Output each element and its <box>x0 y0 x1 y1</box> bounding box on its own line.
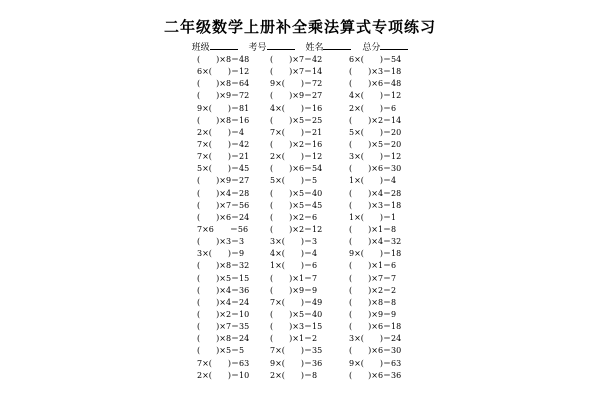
multiplication-problem[interactable]: ( )×3＝18 <box>349 200 402 210</box>
multiplication-problem[interactable]: ( )×7＝56 <box>197 200 250 210</box>
multiplication-problem[interactable]: 5×( )＝20 <box>349 127 402 137</box>
multiplication-problem[interactable]: ( )×1＝6 <box>349 261 397 271</box>
multiplication-problem[interactable]: ( )×8＝16 <box>197 115 250 125</box>
multiplication-problem[interactable]: 2×( )＝8 <box>270 370 318 380</box>
multiplication-problem[interactable]: ( )×6＝24 <box>197 212 250 222</box>
multiplication-problem[interactable]: 2×( )＝4 <box>197 127 245 137</box>
multiplication-problem[interactable]: 5×( )＝45 <box>197 164 250 174</box>
multiplication-problem[interactable]: 6×( )＝12 <box>197 67 250 77</box>
multiplication-problem[interactable]: 3×( )＝9 <box>197 249 245 259</box>
multiplication-problem[interactable]: ( )×1＝2 <box>270 334 318 344</box>
score-label: 总分 <box>362 43 381 53</box>
multiplication-problem[interactable]: 7×( )＝21 <box>197 152 250 162</box>
multiplication-problem[interactable]: 4×( )＝12 <box>349 91 402 101</box>
multiplication-problem[interactable]: ( )×8＝64 <box>197 79 250 89</box>
multiplication-problem[interactable]: 9×( )＝81 <box>197 103 250 113</box>
multiplication-problem[interactable]: ( )×8＝48 <box>197 55 250 64</box>
class-field <box>192 43 241 53</box>
multiplication-problem[interactable]: ( )×4＝28 <box>197 188 250 198</box>
student-info-line <box>0 40 600 53</box>
multiplication-problem[interactable]: ( )×9＝27 <box>270 91 323 101</box>
multiplication-problem[interactable]: ( )×9＝9 <box>270 285 318 295</box>
multiplication-problem[interactable]: 5×( )＝5 <box>270 176 318 186</box>
multiplication-problem[interactable]: ( )×2＝16 <box>270 139 323 149</box>
multiplication-problem[interactable]: 3×( )＝12 <box>349 152 402 162</box>
multiplication-problem[interactable]: ( )×4＝28 <box>349 188 402 198</box>
multiplication-problem[interactable]: 4×( )＝4 <box>270 249 318 259</box>
problem-column-3 <box>349 54 449 382</box>
multiplication-problem[interactable]: 9×( )＝72 <box>270 79 323 89</box>
multiplication-problem[interactable]: ( )×2＝6 <box>270 212 318 222</box>
multiplication-problem[interactable]: ( )×7＝7 <box>349 273 397 283</box>
multiplication-problem[interactable]: ( )×5＝20 <box>349 139 402 149</box>
multiplication-problem[interactable]: 7×( )＝21 <box>270 127 323 137</box>
multiplication-problem[interactable]: 7×( )＝49 <box>270 297 323 307</box>
multiplication-problem[interactable]: 3×( )＝24 <box>349 334 402 344</box>
multiplication-problem[interactable]: ( )×5＝5 <box>197 346 245 356</box>
multiplication-problem[interactable]: ( )×8＝24 <box>197 334 250 344</box>
exam-no-blank[interactable] <box>267 49 295 50</box>
multiplication-problem[interactable]: ( )×4＝24 <box>197 297 250 307</box>
multiplication-problem[interactable]: ( )×9＝72 <box>197 91 250 101</box>
multiplication-problem[interactable]: ( )×5＝45 <box>270 200 323 210</box>
page-title: 二年级数学上册补全乘法算式专项练习 <box>163 18 436 36</box>
multiplication-problem[interactable]: ( )×6＝30 <box>349 346 402 356</box>
multiplication-problem[interactable]: ( )×1＝8 <box>349 224 397 234</box>
exam-no-label: 考号 <box>248 43 267 53</box>
multiplication-problem[interactable]: ( )×6＝48 <box>349 79 402 89</box>
multiplication-problem[interactable]: 7×( )＝63 <box>197 358 250 368</box>
multiplication-problem[interactable]: ( )×7＝42 <box>270 55 323 64</box>
multiplication-problem[interactable]: ( )×4＝32 <box>349 237 402 247</box>
multiplication-problem[interactable]: 2×( )＝10 <box>197 370 250 380</box>
multiplication-problem[interactable]: ( )×3＝15 <box>270 322 323 332</box>
score-blank[interactable] <box>380 49 408 50</box>
class-blank[interactable] <box>210 49 238 50</box>
multiplication-problem[interactable]: ( )×6＝54 <box>270 164 323 174</box>
name-blank[interactable] <box>323 49 351 50</box>
multiplication-problem[interactable]: ( )×2＝10 <box>197 309 250 319</box>
multiplication-problem[interactable]: 2×( )＝12 <box>270 152 323 162</box>
multiplication-problem[interactable]: ( )×6＝30 <box>349 164 402 174</box>
class-label: 班级 <box>191 43 210 53</box>
multiplication-problem[interactable]: 7×6 ＝56 <box>197 224 249 234</box>
multiplication-problem[interactable]: 3×( )＝3 <box>270 237 318 247</box>
multiplication-problem[interactable]: ( )×1＝7 <box>270 273 318 283</box>
multiplication-problem[interactable]: ( )×8＝8 <box>349 297 397 307</box>
name-field <box>305 43 354 53</box>
multiplication-problem[interactable]: ( )×2＝12 <box>270 224 323 234</box>
multiplication-problem[interactable]: 6×( )＝54 <box>349 55 402 64</box>
multiplication-problem[interactable]: 9×( )＝36 <box>270 358 323 368</box>
multiplication-problem[interactable]: 1×( )＝1 <box>349 212 397 222</box>
multiplication-problem[interactable]: 2×( )＝6 <box>349 103 397 113</box>
multiplication-problem[interactable]: ( )×4＝36 <box>197 285 250 295</box>
multiplication-problem[interactable]: 9×( )＝18 <box>349 249 402 259</box>
multiplication-problem[interactable]: ( )×9＝9 <box>349 309 397 319</box>
multiplication-problem[interactable]: ( )×6＝18 <box>349 322 402 332</box>
multiplication-problem[interactable]: ( )×5＝25 <box>270 115 323 125</box>
multiplication-problem[interactable]: ( )×3＝3 <box>197 237 245 247</box>
name-label: 姓名 <box>305 43 324 53</box>
multiplication-problem[interactable]: ( )×7＝14 <box>270 67 323 77</box>
multiplication-problem[interactable]: ( )×3＝18 <box>349 67 402 77</box>
multiplication-problem[interactable]: ( )×7＝35 <box>197 322 250 332</box>
multiplication-problem[interactable]: ( )×2＝14 <box>349 115 402 125</box>
multiplication-problem[interactable]: 1×( )＝4 <box>349 176 397 186</box>
score-field <box>362 43 408 53</box>
multiplication-problem[interactable]: ( )×5＝40 <box>270 309 323 319</box>
multiplication-problem[interactable]: 7×( )＝35 <box>270 346 323 356</box>
multiplication-problem[interactable]: ( )×2＝2 <box>349 285 397 295</box>
multiplication-problem[interactable]: ( )×5＝40 <box>270 188 323 198</box>
multiplication-problem[interactable]: 9×( )＝63 <box>349 358 402 368</box>
multiplication-problem[interactable]: ( )×6＝36 <box>349 370 402 380</box>
multiplication-problem[interactable]: 7×( )＝42 <box>197 139 250 149</box>
multiplication-problem[interactable]: ( )×8＝32 <box>197 261 250 271</box>
multiplication-problem[interactable]: ( )×5＝15 <box>197 273 250 283</box>
multiplication-problem[interactable]: 4×( )＝16 <box>270 103 323 113</box>
multiplication-problem[interactable]: 1×( )＝6 <box>270 261 318 271</box>
exam-no-field <box>249 43 298 53</box>
multiplication-problem[interactable]: ( )×9＝27 <box>197 176 250 186</box>
